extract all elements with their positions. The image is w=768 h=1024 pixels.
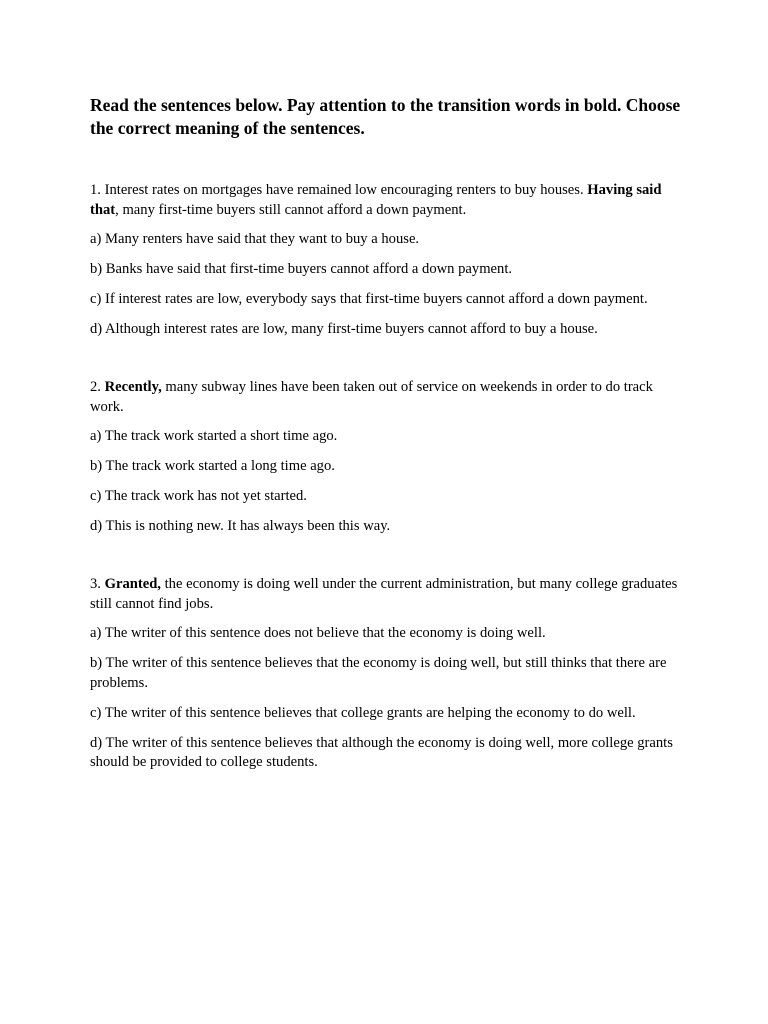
question-1: [90, 181, 680, 350]
question-3: [90, 575, 680, 783]
question-2-stem: [90, 378, 680, 417]
instructions-bold-word: bold: [583, 95, 617, 115]
question-3-stem: [90, 575, 680, 614]
question-3-option-c: c) The writer of this sentence believes that college grants are helping the economy to do well.: [90, 704, 636, 721]
question-2-option-a: a) The track work started a short time ago.: [90, 428, 338, 444]
question-1-number: 1.: [90, 182, 101, 198]
question-3-transition-word: Granted,: [104, 576, 161, 592]
question-1-option-a: a) Many renters have said that they want to buy a house.: [90, 231, 420, 247]
question-2-option-d: d) This is nothing new. It has always been this way.: [90, 518, 391, 534]
question-1-post: , many first-time buyers still cannot afford a down payment.: [115, 201, 467, 218]
question-1-option-d: d) Although interest rates are low, many first-time buyers cannot afford to buy a house.: [90, 321, 598, 337]
question-3-option-a: a) The writer of this sentence does not believe that the economy is doing well.: [90, 625, 546, 641]
instructions-text-part2: . Choose the correct meaning of the sentences.: [90, 95, 681, 138]
question-1-pre: Interest rates on mortgages have remained low encouraging renters to buy houses.: [100, 182, 588, 198]
question-3-number: 3.: [90, 576, 101, 592]
question-2: [90, 378, 680, 547]
instructions-text-part1: Read the sentences below. Pay attention to the transition words in: [90, 95, 584, 115]
question-1-stem: [90, 181, 680, 220]
question-2-transition-word: Recently,: [104, 379, 162, 395]
question-1-option-c: c) If interest rates are low, everybody says that first-time buyers cannot afford a down payment.: [90, 291, 648, 307]
question-2-number: 2.: [90, 379, 101, 395]
question-1-option-b: b) Banks have said that first-time buyers cannot afford a down payment.: [90, 261, 513, 277]
question-1-transition-word: Having said that: [90, 182, 662, 218]
question-2-option-b: b) The track work started a long time ago.: [90, 458, 335, 474]
question-2-option-c: c) The track work has not yet started.: [90, 488, 307, 504]
question-2-post: many subway lines have been taken out of service on weekends in order to do track work.: [90, 379, 653, 415]
question-3-option-d: d) The writer of this sentence believes that although the economy is doing well, more college grants should be provided to college students.: [90, 734, 673, 770]
instructions-heading: [90, 94, 700, 140]
question-3-option-b: b) The writer of this sentence believes that the economy is doing well, but still thinks that there are problems.: [90, 655, 667, 691]
question-3-post: the economy is doing well under the current administration, but many college graduates still cannot find jobs.: [90, 576, 678, 612]
